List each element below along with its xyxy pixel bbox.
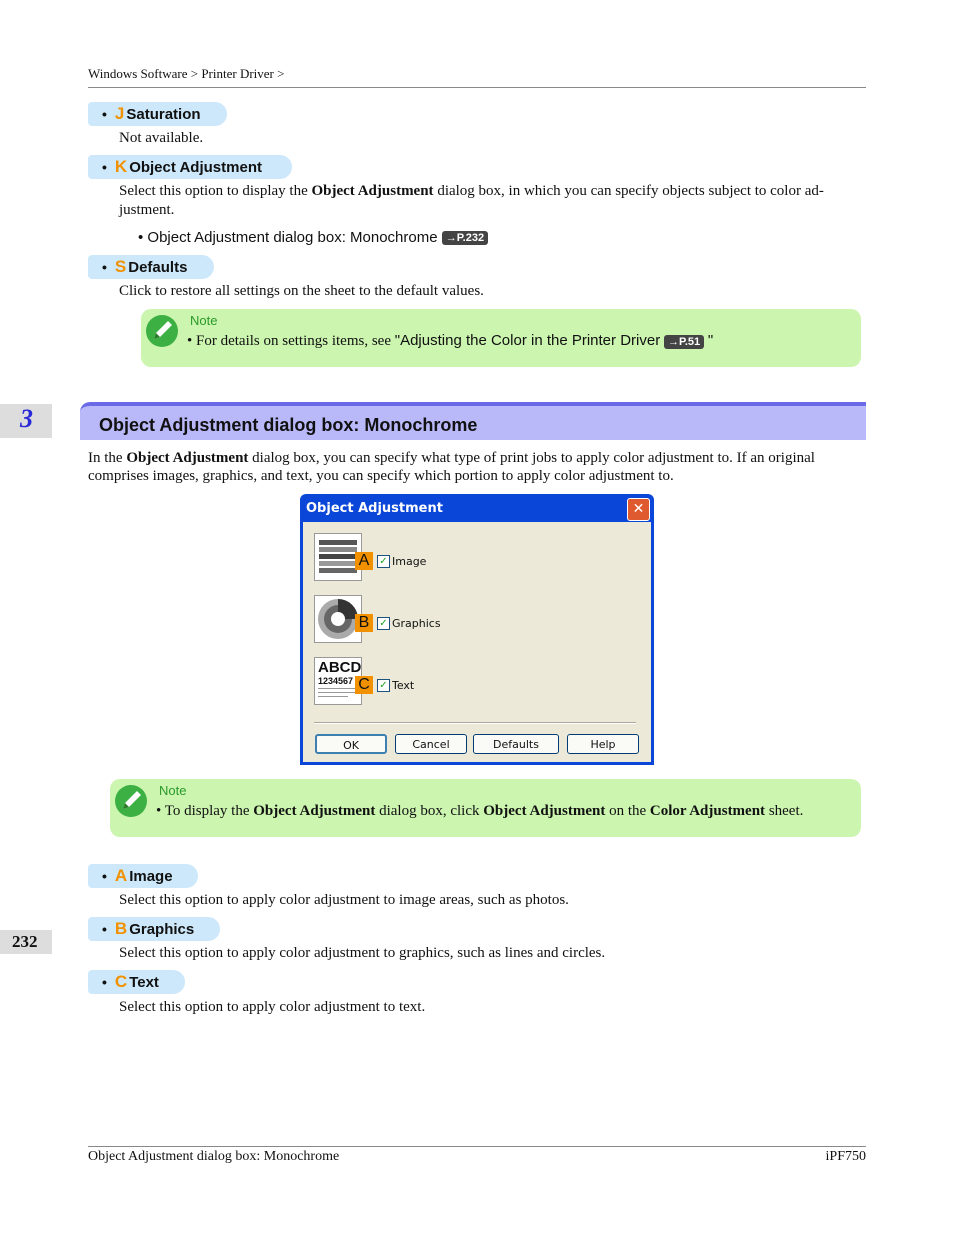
section-title: Object Adjustment dialog box: Monochrome — [99, 415, 478, 435]
item-label: Saturation — [126, 105, 201, 123]
callout-b: B — [355, 614, 373, 632]
graphics-checkbox-label[interactable]: Graphics — [392, 617, 441, 630]
ok-button[interactable]: OK — [315, 734, 387, 754]
page-number-tab — [0, 930, 52, 954]
header-rule — [88, 87, 866, 88]
dialog-client — [303, 522, 651, 762]
item-desc: Select this option to display the Object Adjustment dialog box, in which you can specify objects subject to color ad-justment. — [119, 183, 824, 218]
item-letter: S — [114, 257, 127, 276]
note-link[interactable]: "Adjusting the Color in the Printer Driver — [394, 332, 661, 349]
cancel-button[interactable]: Cancel — [395, 734, 467, 754]
footer-model: iPF750 — [825, 1149, 866, 1164]
footer-rule — [88, 1146, 866, 1147]
note-label: Note — [159, 783, 187, 798]
item-label: Object Adjustment — [129, 158, 262, 176]
item-object-adjustment: • K Object Adjustment — [88, 155, 292, 179]
item-desc: Select this option to apply color adjustment to image areas, such as photos. — [119, 892, 569, 908]
item-label: Image — [129, 867, 173, 885]
page-number: 232 — [12, 932, 38, 951]
item-desc: Not available. — [119, 130, 204, 146]
item-letter: B — [114, 919, 128, 938]
item-desc: Select this option to apply color adjustment to text. — [119, 999, 426, 1015]
graphics-checkbox[interactable]: ✓ — [377, 617, 390, 630]
item-label: Defaults — [128, 258, 188, 276]
item-label: Text — [129, 973, 159, 991]
item-letter: C — [114, 972, 128, 991]
section-heading — [80, 402, 866, 440]
image-checkbox[interactable]: ✓ — [377, 555, 390, 568]
item-saturation: • J Saturation — [88, 102, 227, 126]
text-thumbnail-icon: ABCD 1234567 — [314, 657, 362, 705]
item-desc: Select this option to apply color adjustment to graphics, such as lines and circles. — [119, 945, 606, 961]
help-button[interactable]: Help — [567, 734, 639, 754]
note-text: • For details on settings items, see "Adjusting the Color in the Printer Driver →P.51 " — [187, 332, 714, 349]
text-checkbox-label[interactable]: Text — [392, 679, 415, 692]
chapter-number: 3 — [20, 404, 33, 433]
item-desc: Click to restore all settings on the sheet to the default values. — [119, 283, 484, 299]
item-letter: J — [114, 104, 125, 123]
note-box — [141, 309, 861, 367]
image-checkbox-label[interactable]: Image — [392, 555, 427, 568]
breadcrumb: Windows Software > Printer Driver > — [88, 66, 285, 81]
item-image: • A Image — [88, 864, 198, 888]
note-label: Note — [190, 313, 218, 328]
footer-title: Object Adjustment dialog box: Monochrome — [88, 1149, 340, 1164]
sub-bullet[interactable]: • Object Adjustment dialog box: Monochrome →P.232 — [138, 229, 488, 246]
item-letter: K — [114, 157, 128, 176]
callout-c: C — [355, 676, 373, 694]
note-pencil-icon — [146, 315, 178, 347]
note-pencil-icon — [115, 785, 147, 817]
item-letter: A — [114, 866, 128, 885]
note-box — [110, 779, 861, 837]
page-ref-badge[interactable]: →P.51 — [664, 335, 704, 349]
callout-a: A — [355, 552, 373, 570]
defaults-button[interactable]: Defaults — [473, 734, 559, 754]
dialog-title: Object Adjustment — [306, 501, 443, 516]
item-text: • C Text — [88, 970, 185, 994]
intro-paragraph: In the Object Adjustment dialog box, you can specify what type of print jobs to apply color adjustment to. If an original comprises images, graphics, and text, you can specify which portion to apply color adjustment to. — [88, 450, 815, 484]
close-icon[interactable]: ✕ — [627, 498, 650, 521]
page-ref-badge[interactable]: →P.232 — [442, 231, 488, 245]
item-label: Graphics — [129, 920, 195, 938]
text-checkbox[interactable]: ✓ — [377, 679, 390, 692]
item-graphics: • B Graphics — [88, 917, 220, 941]
dialog-separator — [314, 722, 636, 724]
note-text: • To display the Object Adjustment dialog box, click Object Adjustment on the Color Adjustment sheet. — [156, 803, 804, 819]
chapter-tab — [0, 404, 52, 438]
object-adjustment-dialog — [300, 494, 654, 765]
item-defaults: • S Defaults — [88, 255, 214, 279]
